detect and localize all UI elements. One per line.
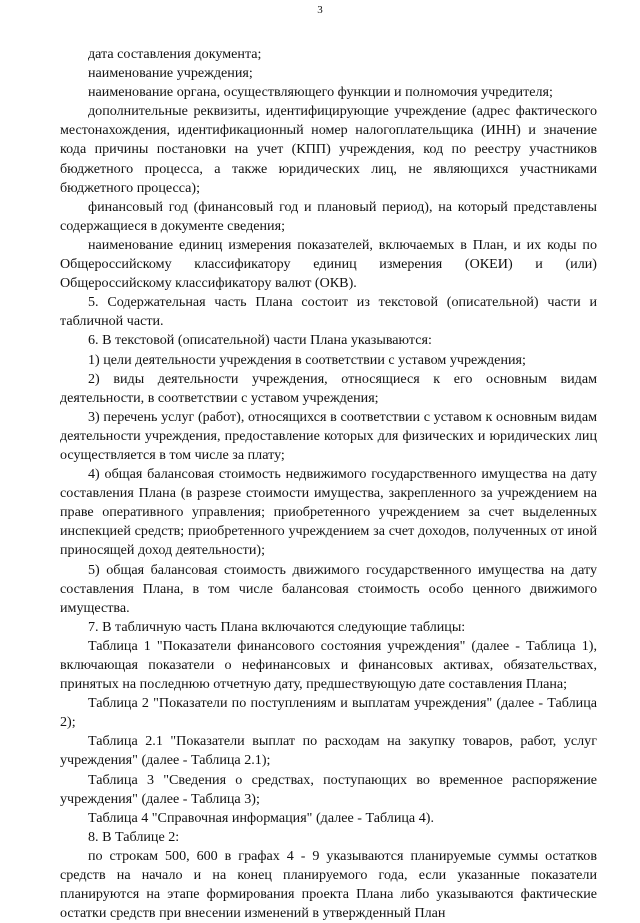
- paragraph: 2) виды деятельности учреждения, относящиеся к его основным видам деятельности, в соответствии с уставом учреждения;: [60, 370, 597, 406]
- paragraph: Таблица 3 "Сведения о средствах, поступающих во временное распоряжение учреждения" (далее - Таблица 3);: [60, 771, 597, 807]
- paragraph: 5. Содержательная часть Плана состоит из текстовой (описательной) части и табличной части.: [60, 294, 597, 330]
- document-body: [60, 45, 597, 923]
- paragraph: Таблица 4 "Справочная информация" (далее - Таблица 4).: [88, 809, 434, 826]
- paragraph: наименование учреждения;: [88, 65, 253, 82]
- paragraph: Таблица 1 "Показатели финансового состояния учреждения" (далее - Таблица 1), включающая показатели о нефинансовых и финансовых активах, обязательствах, принятых на последнюю отчетную дату, предшествующую дате составления Плана;: [60, 637, 597, 693]
- paragraph: Таблица 2.1 "Показатели выплат по расходам на закупку товаров, работ, услуг учреждения" (далее - Таблица 2.1);: [60, 733, 597, 769]
- paragraph: 4) общая балансовая стоимость недвижимого государственного имущества на дату составления Плана (в разрезе стоимости имущества, закрепленного за учреждением на праве оперативного управления; приобретенного учреждением за счет выделенных инспекцией средств; приобретенного учреждением за счет доходов, полученных от иной приносящей доход деятельности);: [60, 466, 597, 559]
- paragraph: 3) перечень услуг (работ), относящихся в соответствии с уставом к основным видам деятельности учреждения, предоставление которых для физических и юридических лиц осуществляется в том числе за плату;: [60, 408, 597, 463]
- paragraph: 8. В Таблице 2:: [88, 828, 180, 845]
- paragraph: 7. В табличную часть Плана включаются следующие таблицы:: [88, 618, 466, 635]
- paragraph: Таблица 2 "Показатели по поступлениям и выплатам учреждения" (далее - Таблица 2);: [60, 695, 597, 731]
- paragraph: 6. В текстовой (описательной) части Плана указываются:: [88, 332, 432, 349]
- paragraph: дополнительные реквизиты, идентифицирующие учреждение (адрес фактического местонахождения, идентификационный номер налогоплательщика (ИНН) и значение кода причины постановки на учет (КПП) учреждения, код по реестру участников бюджетного процесса, а также юридических лиц, не являющихся участниками бюджетного процесса);: [60, 103, 597, 196]
- paragraph: 1) цели деятельности учреждения в соответствии с уставом учреждения;: [88, 351, 526, 368]
- paragraph: финансовый год (финансовый год и плановый период), на который представлены содержащиеся в документе сведения;: [60, 198, 597, 234]
- paragraph: дата составления документа;: [88, 46, 262, 62]
- paragraph: 5) общая балансовая стоимость движимого государственного имущества на дату составления Плана, в том числе балансовая стоимость особо ценного движимого имущества.: [60, 561, 597, 616]
- paragraph: наименование единиц измерения показателей, включаемых в План, и их коды по Общероссийскому классификатору единиц измерения (ОКЕИ) и (или) Общероссийскому классификатору валют (ОКВ).: [60, 236, 597, 292]
- page-number: 3: [317, 4, 323, 16]
- paragraph: наименование органа, осуществляющего функции и полномочия учредителя;: [88, 84, 553, 101]
- paragraph: по строкам 500, 600 в графах 4 - 9 указываются планируемые суммы остатков средств на начало и на конец планируемого года, если указанные показатели планируются на этапе формирования проекта Плана либо указываются фактические остатки средств при внесении изменений в утвержденный План: [60, 847, 597, 922]
